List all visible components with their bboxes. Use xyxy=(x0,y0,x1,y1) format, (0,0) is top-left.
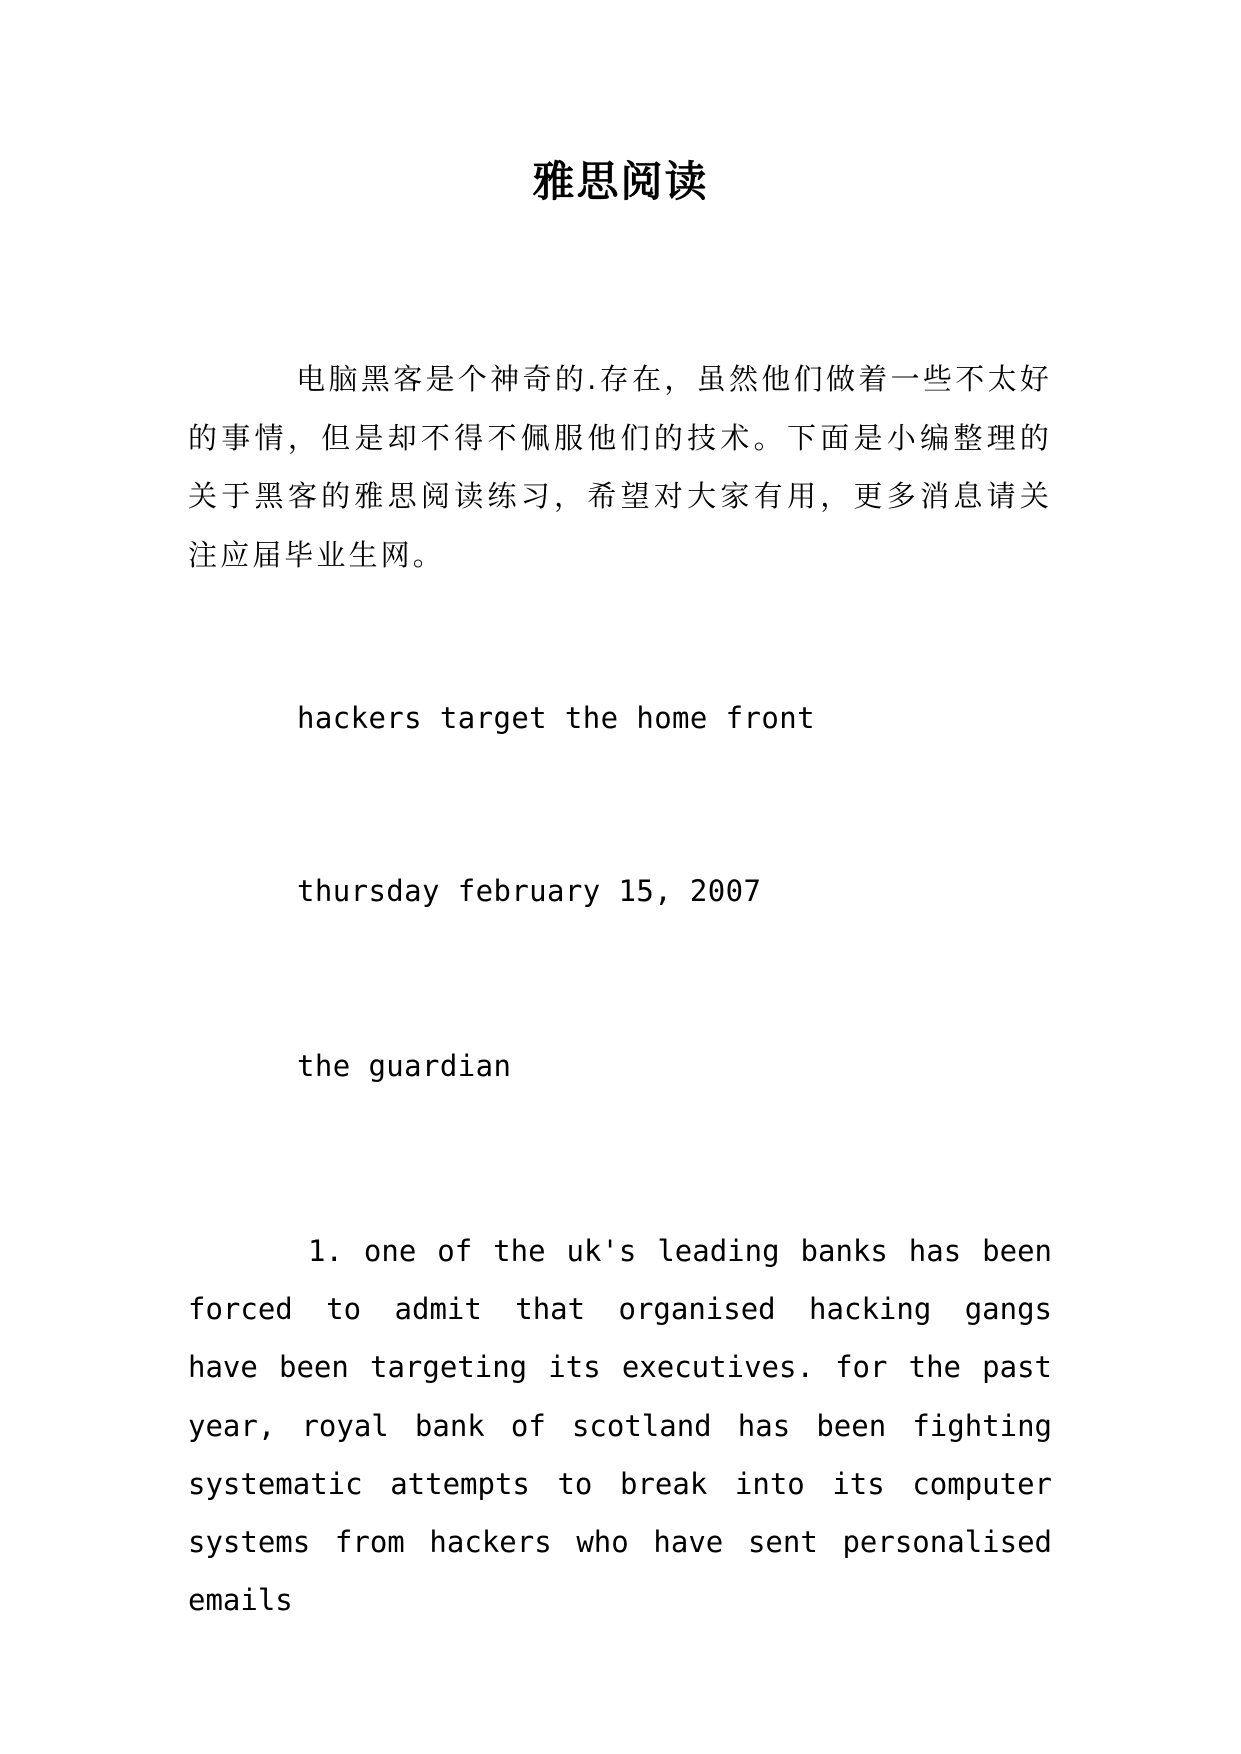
article-paragraph-1-text: 1. one of the uk's leading banks has been forced to admit that organised hacking gangs have been targeting its executives. for the past year, royal bank of scotland has been fighting systematic attempts to break into its computer systems from hackers who have sent personalised emails xyxy=(188,1234,1052,1618)
article-source: the guardian xyxy=(297,1049,512,1083)
article-date: thursday february 15, 2007 xyxy=(297,874,762,908)
document-title: 雅思阅读 xyxy=(532,157,709,206)
article-paragraph-1 xyxy=(188,1222,1052,1629)
intro-text: 电脑黑客是个神奇的.存在，虽然他们做着一些不太好的事情，但是却不得不佩服他们的技术。下面是小编整理的关于黑客的雅思阅读练习，希望对大家有用，更多消息请关注应届毕业生网。 xyxy=(188,362,1052,572)
intro-paragraph xyxy=(188,350,1052,584)
article-title: hackers target the home front xyxy=(297,701,815,735)
